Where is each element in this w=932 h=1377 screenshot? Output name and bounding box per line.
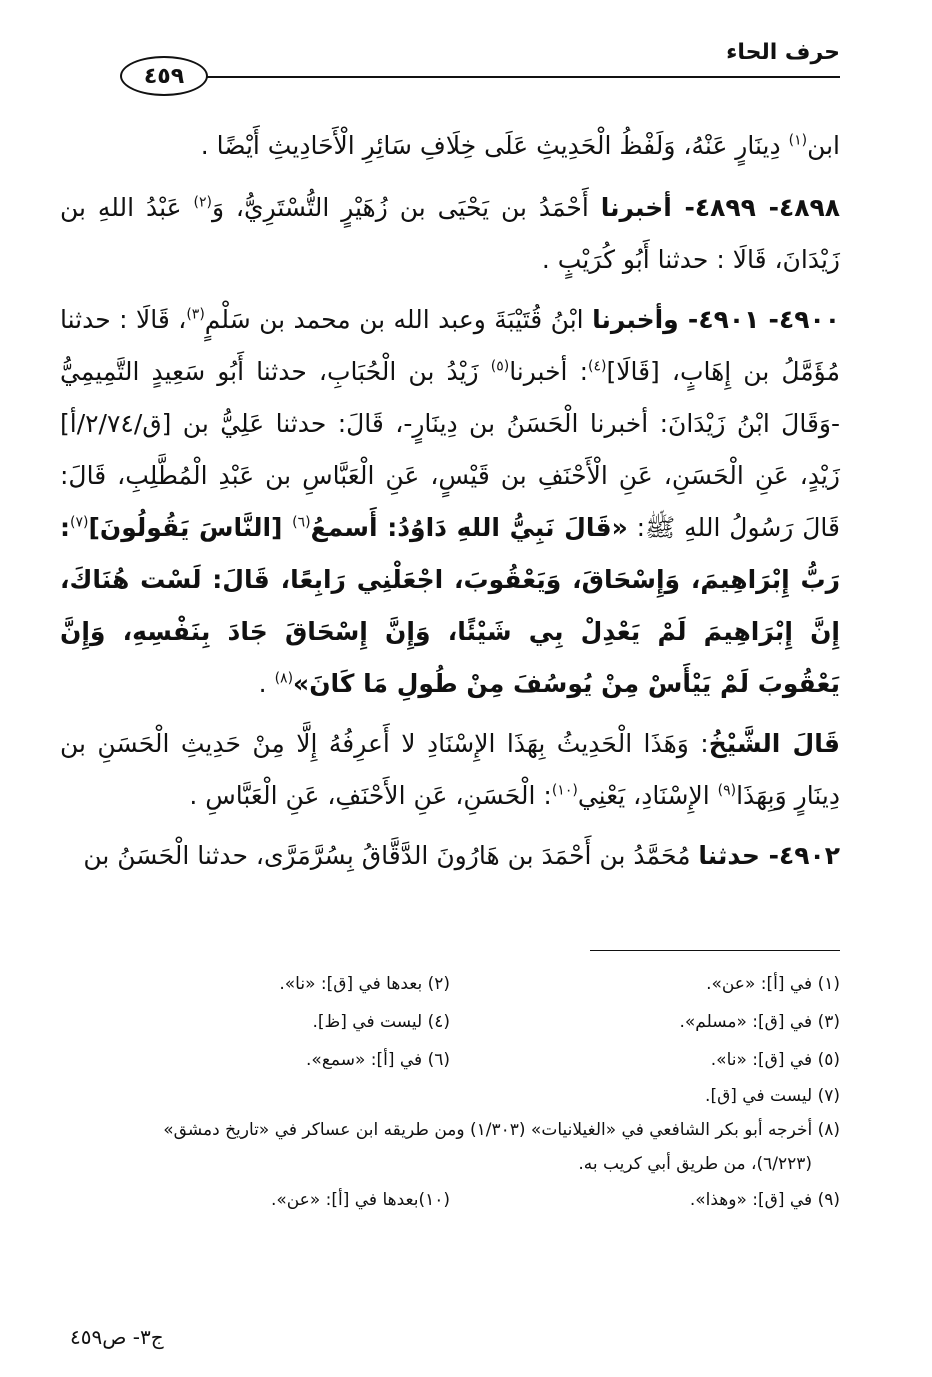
text-paragraph	[60, 718, 840, 822]
footnote-8-line2: (٦/٢٢٣)، من طريق أبي كريب به.	[578, 1154, 812, 1174]
footnote-3: (٣) في [ق]: «مسلم».	[679, 1012, 840, 1032]
footnote-marker: (٥)	[490, 358, 510, 375]
page-header	[60, 40, 840, 90]
footnote-marker: (١)	[788, 132, 808, 149]
footnotes	[60, 965, 840, 1219]
chapter-title: حرف الحاء	[726, 40, 840, 65]
page-footer: ج٣- ص٤٥٩	[70, 1325, 164, 1349]
text-run: أَحْمَدُ بن يَحْيَى بن زُهَيْرٍ التُّسْتَرِيُّ، وَ	[211, 193, 601, 222]
text-run: : رَبُّ إِبْرَاهِيمَ، وَإِسْحَاقَ، وَيَعْقُوبَ، اجْعَلْنِي رَابِعًا، قَالَ: لَسْت هُنَاكَ، إِنَّ إِبْرَاهِيمَ لَمْ يَعْدِلْ بِي شَيْئًا، وَإِنَّ إِسْحَاقَ جَادَ بِنَفْسِهِ، وَإِنَّ يَعْقُوبَ لَمْ يَيْأَسْ مِنْ يُوسُفَ مِنْ طُولِ مَا كَانَ»	[60, 513, 840, 698]
footnote-1: (١) في [أ]: «عن».	[706, 974, 840, 994]
footnote-marker: (٨)	[274, 670, 294, 687]
text-run: «قَالَ نَبِيُّ اللهِ دَاوُدُ: أَسمعُ	[310, 513, 628, 542]
text-run: ، قَالَا : حدثنا مُؤَمَّلُ بن إِهَابٍ، [قَالَا]	[60, 305, 840, 386]
footnote-row	[60, 1041, 840, 1079]
text-run: قَالَ الشَّيْخُ	[708, 729, 840, 758]
footnote-8-line1: (٨) أخرجه أبو بكر الشافعي في «الغيلانيات» (١/٣٠٣) ومن طريقه ابن عساكر في «تاريخ دمشق»	[163, 1120, 840, 1140]
text-paragraph	[60, 182, 840, 286]
text-run: الإِسْنَادِ، يَعْنِي	[577, 781, 718, 810]
text-run: [النَّاسَ يَقُولُونَ]	[88, 513, 293, 542]
page-number-badge: ٤٥٩	[120, 56, 208, 96]
footnote-marker: (٩)	[717, 782, 737, 799]
footnote-7: (٧) ليست في [ق].	[705, 1086, 840, 1106]
footnote-6: (٦) في [أ]: «سمع».	[306, 1050, 450, 1070]
footnote-row	[60, 965, 840, 1003]
footnote-marker: (٢)	[193, 194, 212, 211]
text-run: وأخبرنا	[592, 305, 679, 334]
main-text	[60, 120, 840, 890]
text-run: مُحَمَّدُ بن أَحْمَدَ بن هَارُونَ الدَّقَّاقُ بِسُرَّمَرَّى، حدثنا الْحَسَنُ بن	[83, 841, 699, 870]
footnote-row	[60, 1181, 840, 1219]
text-run: ٤٨٩٨- ٤٨٩٩-	[671, 193, 840, 222]
footnote-marker: (٧)	[70, 514, 89, 531]
footnote-10: (١٠)بعدها في [أ]: «عن».	[270, 1190, 450, 1210]
text-run: أخبرنا	[600, 193, 672, 222]
text-run: دِينَارٍ عَنْهُ، وَلَفْظُ الْحَدِيثِ عَلَى خِلَافِ سَائِرِ الْأَحَادِيثِ أَيْضًا .	[200, 131, 789, 160]
text-run: : الْحَسَنِ، عَنِ الأَحْنَفِ، عَنِ الْعَبَّاسِ .	[189, 781, 552, 810]
text-run: : أخبرنا	[509, 357, 588, 386]
text-run: ابْنُ قُتَيْبَةَ وعبد الله بن محمد بن سَلْمٍ	[204, 305, 593, 334]
text-run: ٤٩٠٢- حدثنا	[698, 841, 840, 870]
header-rule	[190, 76, 840, 78]
text-paragraph	[60, 294, 840, 710]
text-run: ٤٩٠٠- ٤٩٠١-	[678, 305, 840, 334]
footnote-2: (٢) بعدها في [ق]: «نا».	[279, 974, 450, 994]
footnote-marker: (١٠)	[551, 782, 578, 799]
text-run: زَيْدُ بن الْحُبَابِ، حدثنا أَبُو سَعِيدٍ التَّمِيمِيُّ -وَقَالَ ابْنُ زَيْدَانَ: أخبرنا الْحَسَنُ بن دِينَارٍ-، قَالَ: حدثنا عَلِيُّ بن [ق/٢/٧٤/أ] زَيْدٍ، عَنِ الْحَسَنِ، عَنِ الْأَحْنَفِ بن قَيْسٍ، عَنِ الْعَبَّاسِ بن عَبْدِ الْمُطَّلِبِ، قَالَ: قَالَ رَسُولُ اللهِ ﷺ:	[60, 357, 841, 542]
footnote-row	[60, 1003, 840, 1041]
footnote-separator	[590, 950, 840, 951]
footnote-5: (٥) في [ق]: «نا».	[710, 1050, 840, 1070]
text-paragraph	[60, 120, 840, 172]
footnote-marker: (٣)	[186, 306, 205, 323]
footnote-marker: (٤)	[588, 358, 607, 375]
footnote-marker: (٦)	[292, 514, 311, 531]
text-paragraph	[60, 830, 840, 882]
text-run: .	[258, 669, 275, 698]
text-run: : وَهَذَا الْحَدِيثُ بِهَذَا الإِسْنَادِ لا أَعرِفُهُ إِلَّا مِنْ حَدِيثِ الْحَسَنِ بن دِينَارٍ وَبِهَذَا	[60, 729, 840, 810]
text-run: عَبْدُ اللهِ بن زَيْدَانَ، قَالَا : حدثنا أَبُو كُرَيْبٍ .	[60, 193, 840, 274]
footnote-4: (٤) ليست في [ظ].	[312, 1012, 450, 1032]
footnote-9: (٩) في [ق]: «وهذا».	[689, 1190, 840, 1210]
text-run: ابن	[807, 131, 840, 160]
